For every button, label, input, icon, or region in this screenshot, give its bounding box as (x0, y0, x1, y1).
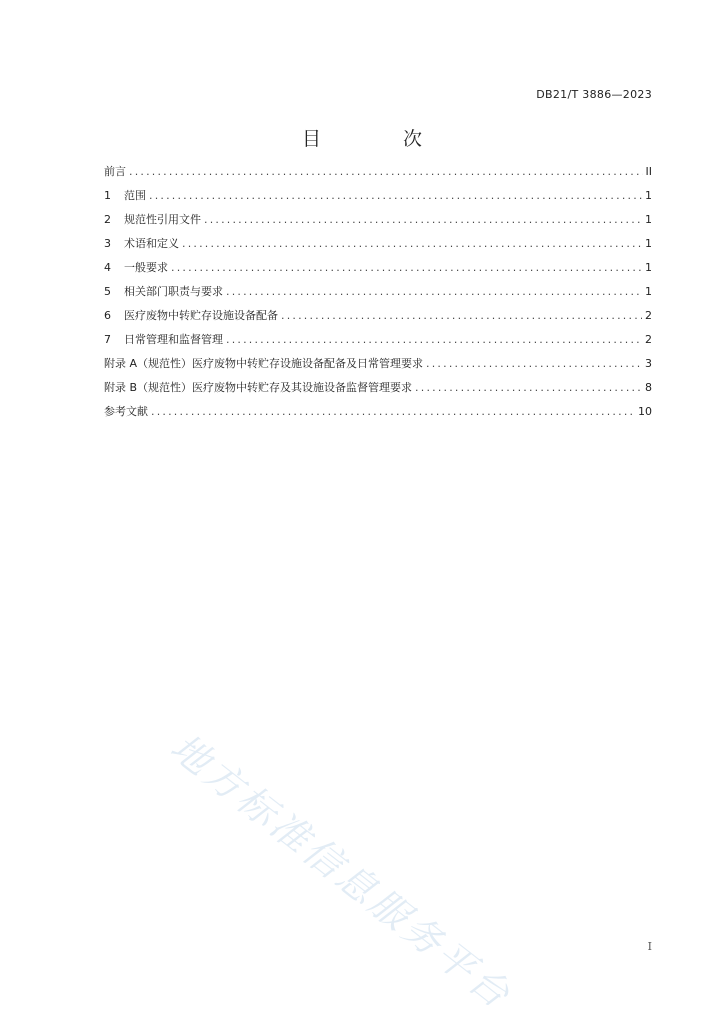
toc-entry-number: 2 (104, 213, 111, 226)
toc-entry-number: 5 (104, 285, 111, 298)
page-number: I (647, 940, 652, 953)
toc-entry-page: 1 (645, 189, 652, 202)
toc-entry-label: 一般要求 (124, 261, 168, 274)
toc-entry[interactable] (104, 355, 652, 379)
toc-dot-leader (149, 189, 642, 202)
toc-entry-page: 1 (645, 285, 652, 298)
toc-entry-page: 2 (645, 333, 652, 346)
toc-entry-page: 10 (638, 405, 652, 418)
toc-entry-label: 前言 (104, 165, 126, 178)
toc-entry-number: 1 (104, 189, 111, 202)
toc-entry-number: 3 (104, 237, 111, 250)
toc-dot-leader (182, 237, 642, 250)
toc-entry-page: 8 (645, 381, 652, 394)
watermark: 地方标准信息服务平台 (162, 724, 521, 1019)
toc-entry[interactable] (104, 235, 652, 259)
toc-entry-page: 1 (645, 213, 652, 226)
toc-entry-label: 范围 (124, 189, 146, 202)
document-id: DB21/T 3886—2023 (536, 88, 652, 101)
toc-entry[interactable] (104, 307, 652, 331)
toc-dot-leader (226, 285, 642, 298)
toc-entry[interactable] (104, 187, 652, 211)
toc-entry-page: 2 (645, 309, 652, 322)
toc-entry-label: 相关部门职责与要求 (124, 285, 223, 298)
toc-entry[interactable] (104, 163, 652, 187)
toc-entry[interactable] (104, 331, 652, 355)
toc-entry-page: 1 (645, 237, 652, 250)
toc-dot-leader (281, 309, 642, 322)
toc-entry[interactable] (104, 403, 652, 427)
toc-dot-leader (204, 213, 642, 226)
toc-entry-page: II (645, 165, 652, 178)
page-title: 目 次 (301, 128, 461, 150)
toc-entry-number: 4 (104, 261, 111, 274)
toc-dot-leader (426, 357, 642, 370)
toc-entry-label: 附录 B（规范性）医疗废物中转贮存及其设施设备监督管理要求 (104, 381, 413, 394)
toc-entry-label: 日常管理和监督管理 (124, 333, 223, 346)
toc-dot-leader (415, 381, 642, 394)
toc-dot-leader (171, 261, 642, 274)
toc-entry-number: 7 (104, 333, 111, 346)
toc-entry[interactable] (104, 259, 652, 283)
toc-entry[interactable] (104, 283, 652, 307)
toc-entry-label: 规范性引用文件 (124, 213, 201, 226)
toc-entry-label: 参考文献 (104, 405, 148, 418)
toc-entry-number: 6 (104, 309, 111, 322)
toc-entry[interactable] (104, 211, 652, 235)
toc-entry-page: 3 (645, 357, 652, 370)
toc-entry-label: 医疗废物中转贮存设施设备配备 (124, 309, 278, 322)
toc-entry-page: 1 (645, 261, 652, 274)
toc-dot-leader (226, 333, 642, 346)
toc-dot-leader (151, 405, 635, 418)
toc-dot-leader (129, 165, 643, 178)
toc-entry-label: 术语和定义 (124, 237, 179, 250)
toc-entry-label: 附录 A（规范性）医疗废物中转贮存设施设备配备及日常管理要求 (104, 357, 424, 370)
toc-entry[interactable] (104, 379, 652, 403)
table-of-contents (104, 163, 652, 427)
